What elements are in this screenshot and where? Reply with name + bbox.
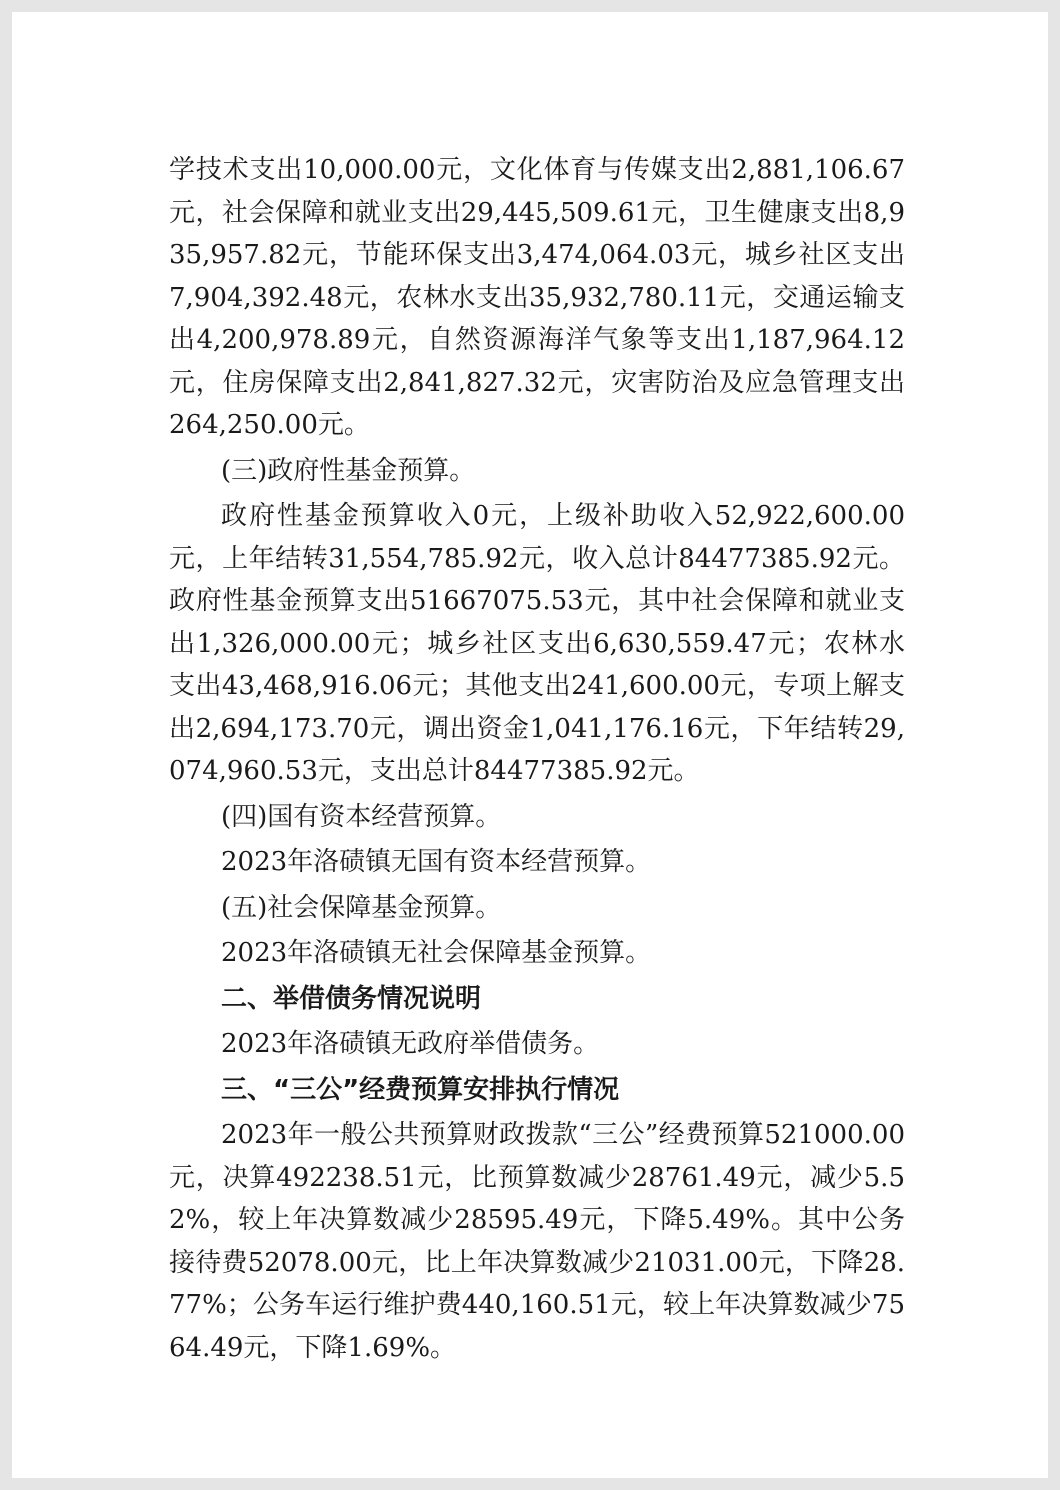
paragraph-three-public-expenses: 2023年一般公共预算财政拨款“三公”经费预算521000.00元，决算492238.51元，比预算数减少28761.49元，减少5.52%，较上年决算数减少28595.49元，下降5.49%。其中公务接待费52078.00元，比上年决算数减少21031.00元，下降28.77%；公务车运行维护费440,160.51元，较上年决算数减少7564.49元，下降1.69%。	[169, 1120, 905, 1363]
paragraph-social-security-fund-budget: 2023年洛碛镇无社会保障基金预算。	[221, 938, 652, 968]
heading-three-public-expenses: 三、“三公”经费预算安排执行情况	[221, 1074, 620, 1105]
document-page	[12, 12, 1048, 1478]
paragraph-state-capital-budget: 2023年洛碛镇无国有资本经营预算。	[221, 847, 652, 877]
paragraph-expenditure-list: 学技术支出10,000.00元，文化体育与传媒支出2,881,106.67元，社会保障和就业支出29,445,509.61元，卫生健康支出8,935,957.82元，节能环保支出3,474,064.03元，城乡社区支出7,904,392.48元，农林水支出35,932,780.11元，交通运输支出4,200,978.89元，自然资源海洋气象等支出1,187,964.12元，住房保障支出2,841,827.32元，灾害防治及应急管理支出264,250.00元。	[169, 155, 905, 440]
subheading-state-capital-budget: (四)国有资本经营预算。	[221, 801, 502, 832]
paragraph-government-fund-budget: 政府性基金预算收入0元，上级补助收入52,922,600.00元，上年结转31,554,785.92元，收入总计84477385.92元。政府性基金预算支出51667075.53元，其中社会保障和就业支出1,326,000.00元；城乡社区支出6,630,559.47元；农林水支出43,468,916.06元；其他支出241,600.00元，专项上解支出2,694,173.70元，调出资金1,041,176.16元，下年结转29,074,960.53元，支出总计84477385.92元。	[169, 501, 905, 786]
document-body	[169, 149, 905, 1369]
subheading-government-fund-budget: (三)政府性基金预算。	[221, 455, 476, 486]
subheading-social-security-fund-budget: (五)社会保障基金预算。	[221, 892, 502, 923]
heading-debt-explanation: 二、举借债务情况说明	[221, 983, 482, 1014]
paragraph-debt-explanation: 2023年洛碛镇无政府举借债务。	[221, 1029, 600, 1059]
